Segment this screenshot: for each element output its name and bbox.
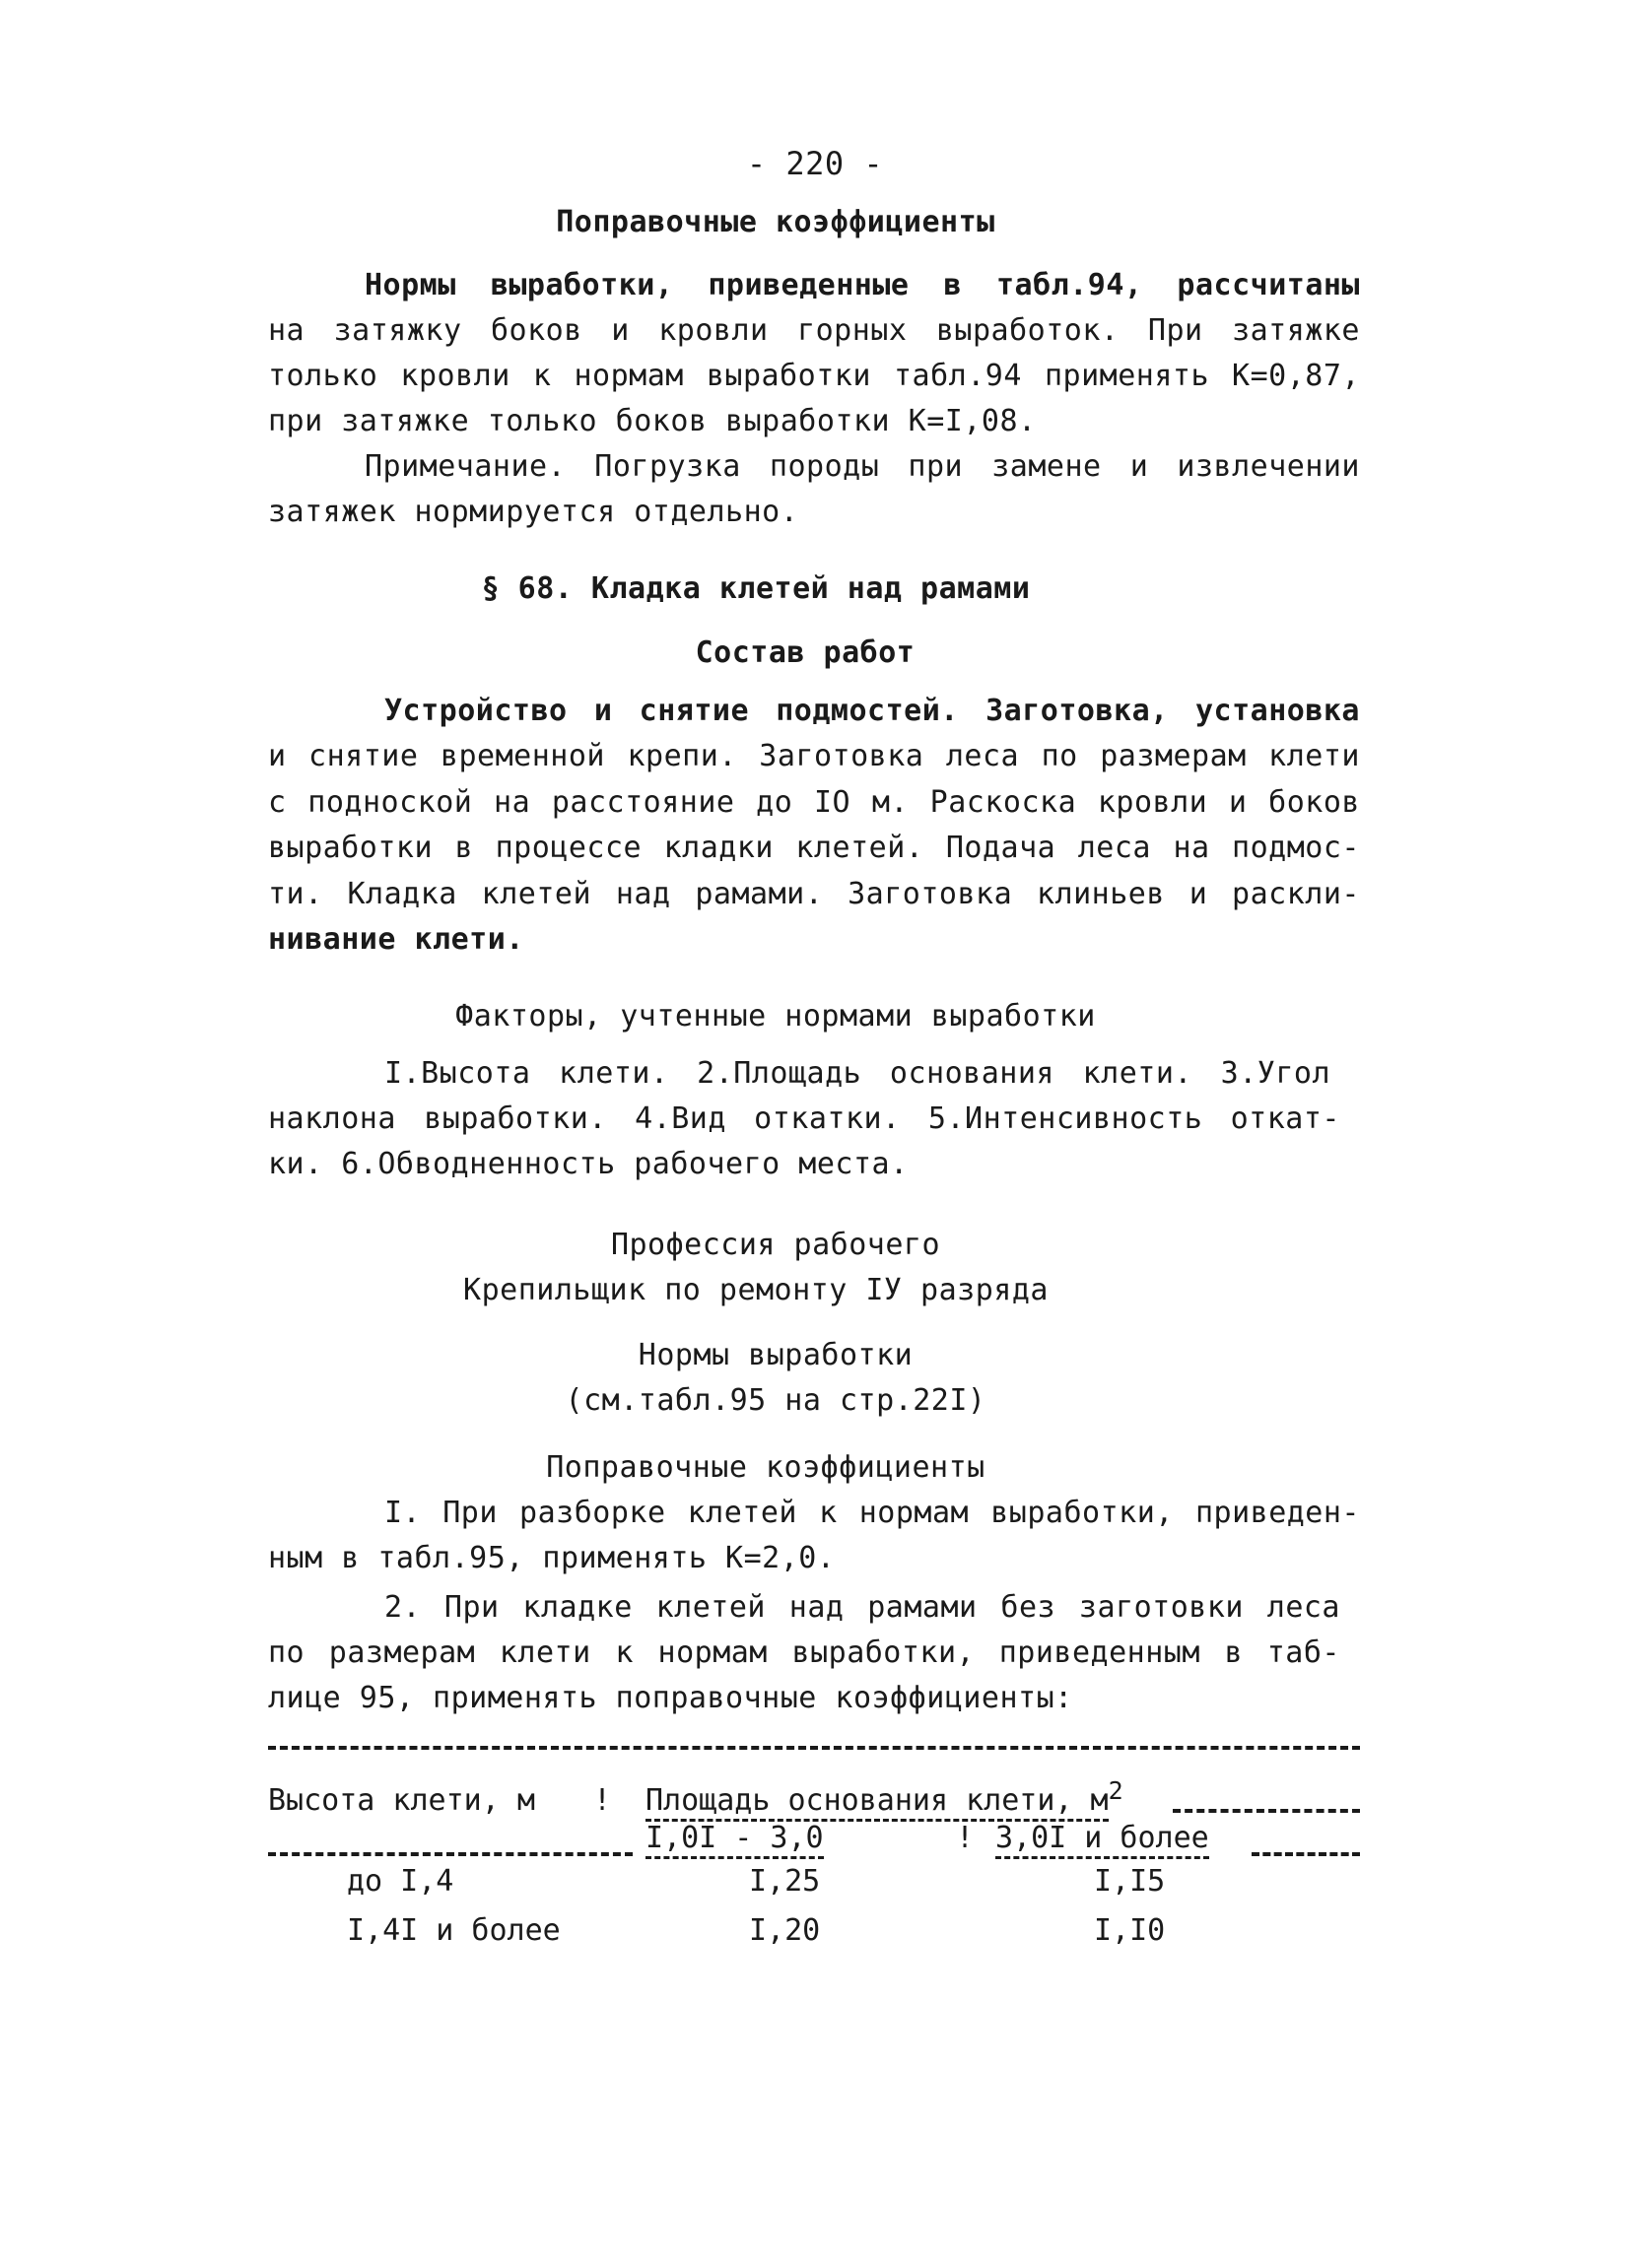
table-col-b-header (995, 1821, 1209, 1856)
coefficient-line: по размерам клети к нормам выработки, приведенным в таб- (268, 1635, 1340, 1670)
note-line: затяжек нормируется отдельно. (268, 495, 799, 529)
table-header-area (645, 1773, 1123, 1819)
table-header-height: Высота клети, м (268, 1783, 535, 1818)
table-col-a-label: I,0I - 3,0 (645, 1821, 824, 1859)
paragraph-line: и снятие временной крепи. Заготовка леса по размерам клети (268, 739, 1360, 773)
factors-line: I.Высота клети. 2.Площадь основания клети. 3.Угол (384, 1056, 1330, 1091)
table-row-label: I,4I и более (347, 1913, 561, 1948)
coefficients-heading: Поправочные коэффициенты (546, 1450, 985, 1485)
paragraph-line: только кровли к нормам выработки табл.94 применять К=0,87, (268, 359, 1360, 393)
table-row-value-b: I,I0 (1094, 1913, 1166, 1948)
norms-title: Нормы выработки (638, 1338, 914, 1372)
paragraph-line: на затяжку боков и кровли горных выработок. При затяжке (268, 313, 1360, 348)
table-col-b-label: 3,0I и более (995, 1821, 1209, 1859)
table-col-a-header (645, 1821, 824, 1856)
table-col-separator: ! (956, 1821, 975, 1855)
paragraph-line: ти. Кладка клетей над рамами. Заготовка клиньев и раскли- (268, 877, 1360, 911)
coefficient-line: 2. При кладке клетей над рамами без заготовки леса (384, 1590, 1340, 1625)
profession-title: Профессия рабочего (610, 1228, 941, 1262)
page-number: - 220 - (746, 145, 884, 182)
note-line: Примечание. Погрузка породы при замене и извлечении (365, 449, 1360, 484)
table-header-tail-rule (1173, 1809, 1360, 1813)
factors-line: ки. 6.Обводненность рабочего места. (268, 1147, 909, 1181)
section-heading-corrections: Поправочные коэффициенты (556, 205, 995, 239)
table-header-area-label: Площадь основания клети, м (645, 1783, 1109, 1822)
subsection-title: Состав работ (695, 635, 916, 670)
table-header-rule-right (1252, 1852, 1360, 1856)
paragraph-line: при затяжке только боков выработки К=I,08. (268, 404, 1037, 438)
table-row-value-b: I,I5 (1094, 1864, 1166, 1899)
table-header-separator: ! (593, 1783, 612, 1818)
table-row-value-a: I,20 (749, 1913, 821, 1948)
profession-name: Крепильщик по ремонту IУ разряда (463, 1273, 1049, 1307)
norms-ref: (см.табл.95 на стр.22I) (565, 1383, 986, 1418)
paragraph-line: с подноской на расстояние до IO м. Раскоска кровли и боков (268, 785, 1360, 820)
coefficient-line: I. При разборке клетей к нормам выработки, приведен- (384, 1496, 1360, 1530)
paragraph-line: нивание клети. (268, 922, 524, 957)
table-row-label: до I,4 (347, 1864, 454, 1899)
factors-line: наклона выработки. 4.Вид откатки. 5.Интенсивность откат- (268, 1101, 1340, 1136)
table-header-rule-left (268, 1852, 633, 1856)
table-row-value-a: I,25 (749, 1864, 821, 1899)
coefficient-line: лице 95, применять поправочные коэффициенты: (268, 1681, 1073, 1715)
section-title: § 68. Кладка клетей над рамами (481, 571, 1031, 606)
factors-heading: Факторы, учтенные нормами выработки (455, 999, 1096, 1034)
coefficient-line: ным в табл.95, применять К=2,0. (268, 1541, 836, 1575)
paragraph-line: выработки в процессе кладки клетей. Подача леса на подмос- (268, 831, 1360, 865)
paragraph-line: Нормы выработки, приведенные в табл.94, рассчитаны (365, 268, 1360, 302)
table-top-rule (268, 1746, 1360, 1750)
paragraph-line: Устройство и снятие подмостей. Заготовка, установка (384, 694, 1360, 728)
table-header-area-sup: 2 (1108, 1776, 1123, 1805)
